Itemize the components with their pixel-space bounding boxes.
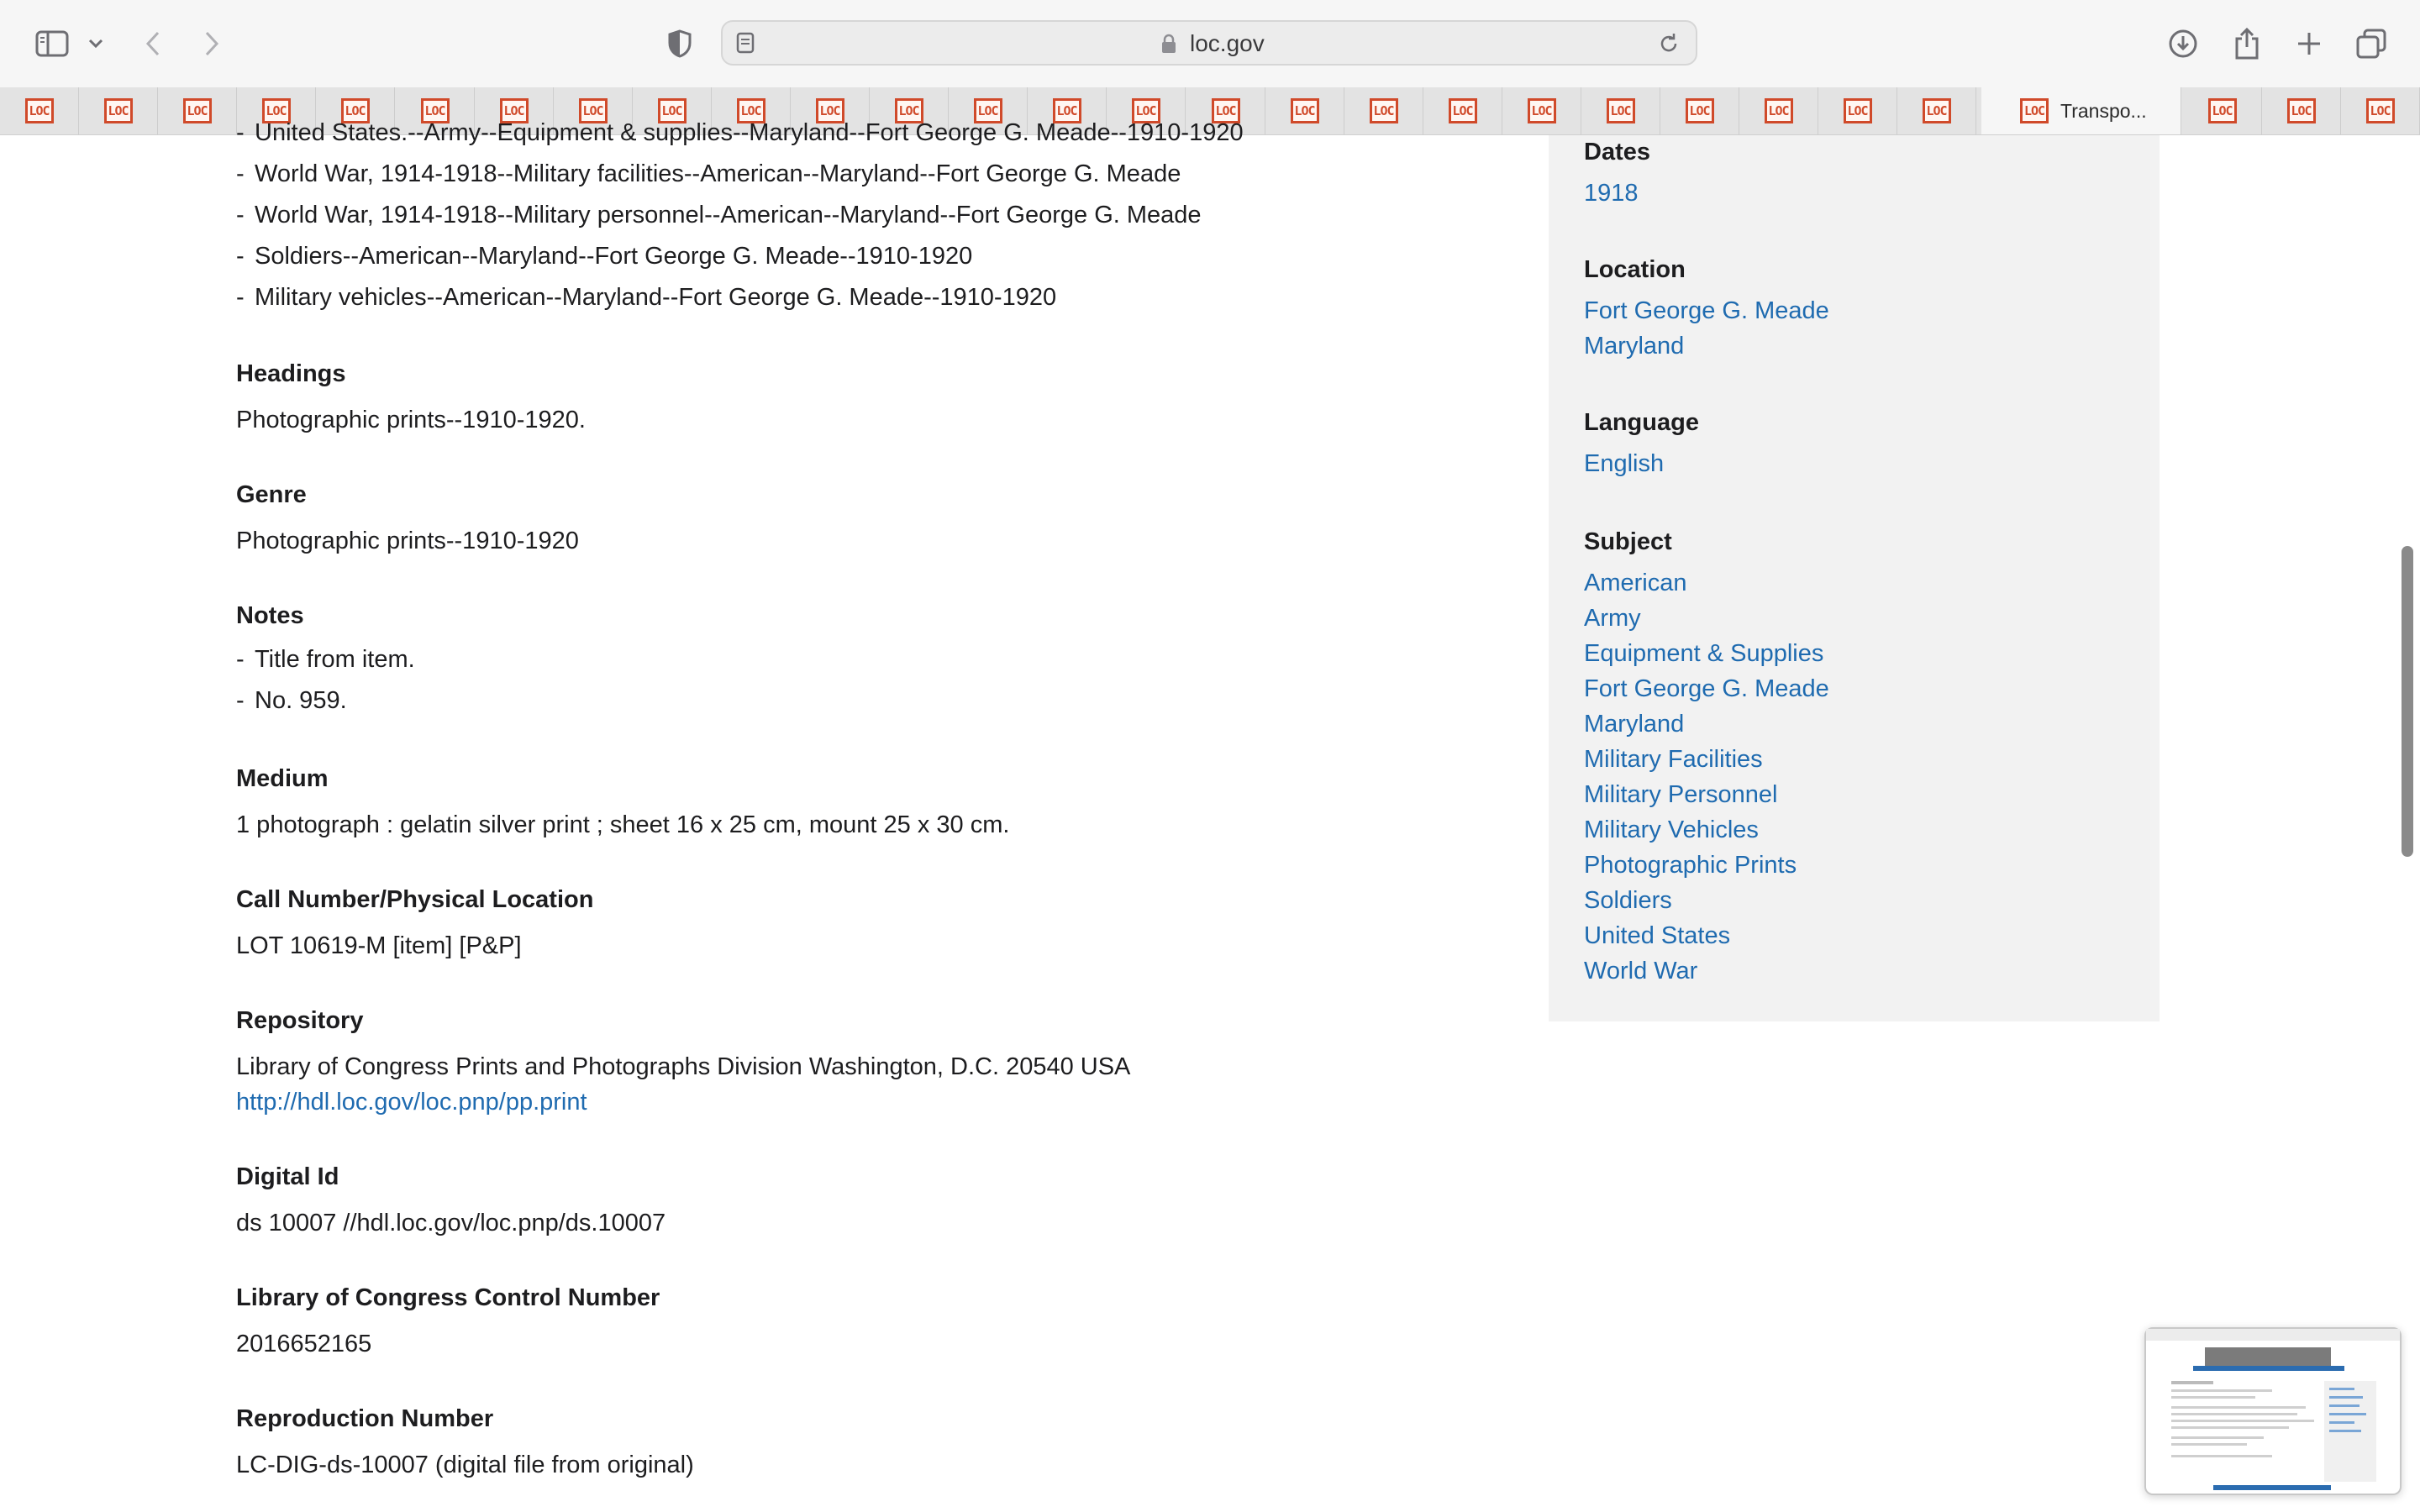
loc-favicon-icon: LOC	[2208, 98, 2237, 123]
tab-loc[interactable]	[2262, 87, 2341, 134]
loc-favicon-icon: LOC	[1844, 98, 1872, 123]
reproduction-label: Reproduction Number	[236, 1405, 494, 1432]
loc-favicon-icon: LOC	[1765, 98, 1793, 123]
loc-favicon-icon: LOC	[183, 98, 212, 123]
loc-favicon-icon: LOC	[737, 98, 765, 123]
subject-link[interactable]: Equipment & Supplies	[1584, 640, 1824, 667]
page-content	[0, 119, 2420, 1512]
loc-favicon-icon: LOC	[25, 98, 54, 123]
genre-value: Photographic prints--1910-1920	[236, 528, 579, 554]
subject-link[interactable]: Fort George G. Meade	[1584, 675, 1829, 702]
back-icon[interactable]	[139, 25, 166, 62]
reload-icon[interactable]	[1657, 32, 1681, 55]
loc-favicon-icon: LOC	[895, 98, 923, 123]
url-text: loc.gov	[1190, 30, 1265, 56]
subject-link[interactable]: Military Personnel	[1584, 781, 1778, 808]
bullet-item: - World War, 1914-1918--Military facilities--American--Maryland--Fort George G. Meade	[236, 160, 1181, 187]
loc-favicon-icon: LOC	[2020, 98, 2049, 123]
genre-label: Genre	[236, 481, 307, 508]
page-preview-image	[2146, 1329, 2400, 1494]
loc-favicon-icon: LOC	[341, 98, 370, 123]
subject-link[interactable]: United States	[1584, 922, 1731, 949]
chevron-down-icon[interactable]	[86, 25, 106, 62]
headings-value: Photographic prints--1910-1920.	[236, 407, 586, 433]
call-number-label: Call Number/Physical Location	[236, 886, 594, 913]
language-label: Language	[1584, 409, 1699, 436]
loc-favicon-icon: LOC	[1212, 98, 1240, 123]
share-icon[interactable]	[2230, 25, 2264, 62]
subject-link[interactable]: Army	[1584, 605, 1641, 632]
loc-favicon-icon: LOC	[1291, 98, 1319, 123]
tab-loc[interactable]	[1581, 87, 1660, 134]
loc-favicon-icon: LOC	[1528, 98, 1556, 123]
tab-loc[interactable]	[1502, 87, 1581, 134]
bullet-item: - Soldiers--American--Maryland--Fort George G. Meade--1910-1920	[236, 243, 973, 270]
headings-label: Headings	[236, 360, 346, 387]
forward-icon[interactable]	[198, 25, 225, 62]
subject-link[interactable]: American	[1584, 570, 1687, 596]
lock-icon	[1161, 34, 1176, 54]
tab-loc[interactable]	[0, 87, 79, 134]
medium-value: 1 photograph : gelatin silver print ; sheet 16 x 25 cm, mount 25 x 30 cm.	[236, 811, 1010, 838]
loc-favicon-icon: LOC	[2366, 98, 2395, 123]
subject-label: Subject	[1584, 528, 1672, 555]
tab-loc[interactable]	[2183, 87, 2262, 134]
tab-loc[interactable]	[1818, 87, 1897, 134]
downloads-icon[interactable]	[2166, 25, 2200, 62]
lccn-label: Library of Congress Control Number	[236, 1284, 660, 1311]
reproduction-value: LC-DIG-ds-10007 (digital file from original)	[236, 1452, 694, 1478]
loc-favicon-icon: LOC	[262, 98, 291, 123]
loc-favicon-icon: LOC	[1370, 98, 1398, 123]
subject-link[interactable]: Soldiers	[1584, 887, 1672, 914]
repository-link[interactable]: http://hdl.loc.gov/loc.pnp/pp.print	[236, 1089, 587, 1116]
tab-loc[interactable]	[1739, 87, 1818, 134]
address-bar[interactable]	[721, 20, 1697, 66]
reader-icon[interactable]	[736, 32, 755, 54]
tab-loc[interactable]	[1265, 87, 1344, 134]
vertical-scrollbar[interactable]	[2402, 546, 2413, 857]
digital-id-label: Digital Id	[236, 1163, 339, 1190]
loc-favicon-icon: LOC	[658, 98, 687, 123]
tab-loc[interactable]	[1344, 87, 1423, 134]
date-link[interactable]: 1918	[1584, 180, 1639, 207]
call-number-value: LOT 10619-M [item] [P&P]	[236, 932, 522, 959]
tab-loc[interactable]	[158, 87, 237, 134]
tab-loc[interactable]	[1897, 87, 1976, 134]
loc-favicon-icon: LOC	[1686, 98, 1714, 123]
subject-link[interactable]: Maryland	[1584, 711, 1685, 738]
loc-favicon-icon: LOC	[421, 98, 450, 123]
bullet-item: - Military vehicles--American--Maryland--Fort George G. Meade--1910-1920	[236, 284, 1057, 311]
bullet-item: - World War, 1914-1918--Military personnel--American--Maryland--Fort George G. Meade	[236, 202, 1202, 228]
notes-label: Notes	[236, 602, 304, 629]
medium-label: Medium	[236, 765, 329, 792]
loc-favicon-icon: LOC	[500, 98, 529, 123]
tab-loc[interactable]	[1660, 87, 1739, 134]
subject-link[interactable]: Military Vehicles	[1584, 816, 1759, 843]
tab-active[interactable]	[1981, 87, 2181, 134]
loc-favicon-icon: LOC	[104, 98, 133, 123]
loc-favicon-icon: LOC	[1053, 98, 1081, 123]
tab-loc[interactable]	[1423, 87, 1502, 134]
tab-loc[interactable]	[2341, 87, 2420, 134]
subject-link[interactable]: Photographic Prints	[1584, 852, 1797, 879]
new-tab-icon[interactable]	[2292, 25, 2326, 62]
language-link[interactable]: English	[1584, 450, 1665, 477]
loc-favicon-icon: LOC	[1449, 98, 1477, 123]
location-link[interactable]: Maryland	[1584, 333, 1685, 360]
sidebar-toggle-icon[interactable]	[34, 25, 71, 62]
location-link[interactable]: Fort George G. Meade	[1584, 297, 1829, 324]
loc-favicon-icon: LOC	[1132, 98, 1160, 123]
tab-loc[interactable]	[79, 87, 158, 134]
privacy-shield-icon[interactable]	[666, 25, 694, 62]
note-item: - No. 959.	[236, 687, 347, 714]
location-label: Location	[1584, 256, 1686, 283]
bullet-item: - United States.--Army--Equipment & supplies--Maryland--Fort George G. Meade--1910-1920	[236, 119, 1244, 146]
loc-favicon-icon: LOC	[816, 98, 844, 123]
subject-link[interactable]: World War	[1584, 958, 1698, 984]
loc-favicon-icon: LOC	[2287, 98, 2316, 123]
notes-list	[236, 639, 415, 722]
repository-label: Repository	[236, 1007, 364, 1034]
loc-favicon-icon: LOC	[1923, 98, 1951, 123]
browser-toolbar	[0, 0, 2420, 88]
dates-label: Dates	[1584, 139, 1650, 165]
loc-favicon-icon: LOC	[974, 98, 1002, 123]
subject-link[interactable]: Military Facilities	[1584, 746, 1763, 773]
repository-value: Library of Congress Prints and Photographs Division Washington, D.C. 20540 USA	[236, 1053, 1131, 1080]
loc-favicon-icon: LOC	[1607, 98, 1635, 123]
page-thumbnail[interactable]	[2144, 1327, 2402, 1495]
loc-favicon-icon: LOC	[579, 98, 608, 123]
subject-bullet-list	[236, 113, 1244, 318]
lccn-value: 2016652165	[236, 1331, 372, 1357]
tab-title: Transpo...	[2060, 99, 2147, 122]
digital-id-value: ds 10007 //hdl.loc.gov/loc.pnp/ds.10007	[236, 1210, 666, 1236]
facets-sidebar	[1549, 135, 2160, 1021]
note-item: - Title from item.	[236, 646, 415, 673]
tab-overview-icon[interactable]	[2354, 25, 2388, 62]
